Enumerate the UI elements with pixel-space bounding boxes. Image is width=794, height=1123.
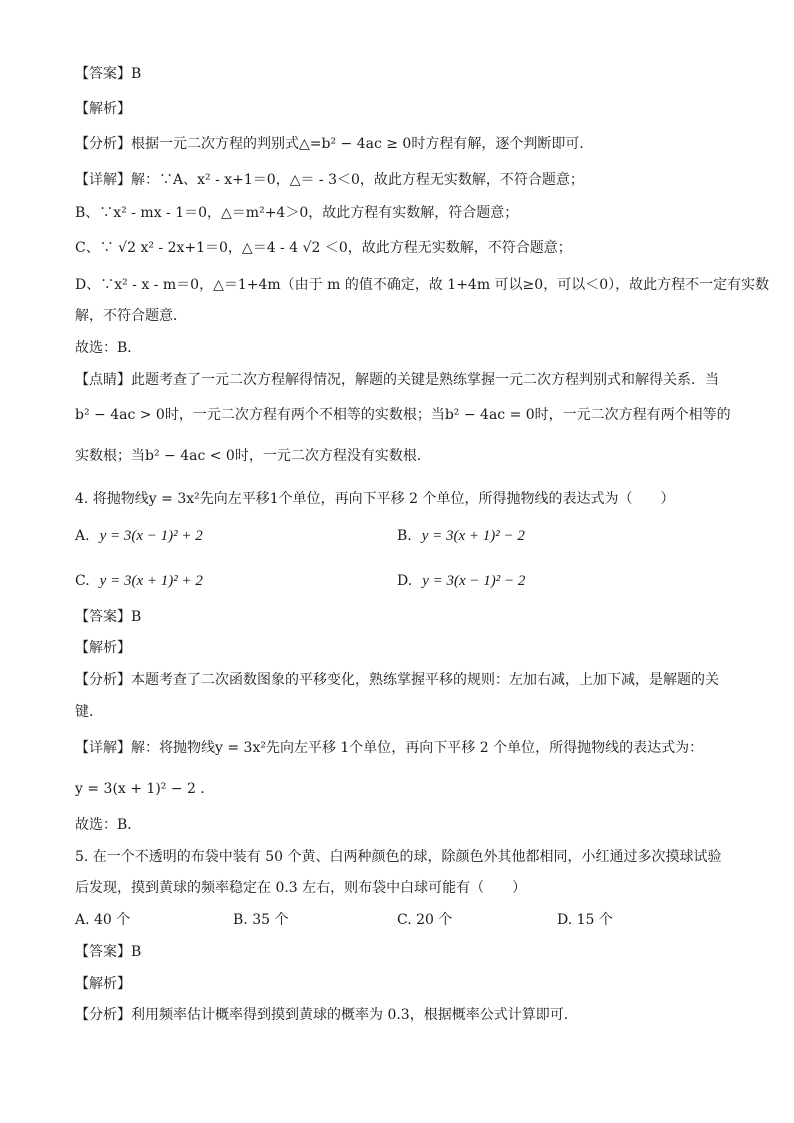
option-letter: C. bbox=[75, 573, 90, 589]
option-expression: y = 3(x + 1)² − 2 bbox=[421, 528, 525, 544]
q3-answer: 【答案】B bbox=[75, 66, 142, 82]
q5-stem-2: 后发现，摸到黄球的频率稳定在 0.3 左右，则布袋中白球可能有（ ） bbox=[75, 880, 527, 896]
q5-fenxi: 【分析】利用频率估计概率得到摸到黄球的概率为 0.3，根据概率公式计算即可． bbox=[75, 1007, 578, 1023]
q5-stem-1: 5. 在一个不透明的布袋中装有 50 个黄、白两种颜色的球，除颜色外其他都相同，小红通过多次摸球试验 bbox=[75, 849, 722, 865]
q5-option-a: A. 40 个 bbox=[75, 912, 131, 928]
q5-analysis-heading: 【解析】 bbox=[75, 976, 131, 992]
option-expression: y = 3(x + 1)² + 2 bbox=[99, 573, 203, 589]
q3-xiangjie-d1: D、∵x² - x - m＝0，△＝1+4m（由于 m 的值不确定，故 1+4m 可以≥0，可以＜0），故此方程不一定有实数 bbox=[75, 277, 770, 293]
q3-dianjing-2: b² − 4ac > 0时，一元二次方程有两个不相等的实数根；当b² − 4ac = 0时，一元二次方程有两个相等的 bbox=[75, 407, 731, 423]
q4-fenxi-2: 键． bbox=[75, 704, 103, 720]
q3-fenxi: 【分析】根据一元二次方程的判别式△=b² − 4ac ≥ 0时方程有解，逐个判断即可． bbox=[75, 136, 594, 152]
q3-analysis-heading: 【解析】 bbox=[75, 101, 131, 117]
q4-fenxi-1: 【分析】本题考查了二次函数图象的平移变化，熟练掌握平移的规则：左加右减，上加下减，是解题的关 bbox=[75, 672, 719, 688]
q4-option-d bbox=[397, 571, 525, 591]
option-letter: D. bbox=[397, 573, 413, 589]
q3-dianjing-3: 实数根；当b² − 4ac < 0时，一元二次方程没有实数根． bbox=[75, 448, 431, 464]
q5-option-b: B. 35 个 bbox=[233, 912, 289, 928]
q3-dianjing-1: 【点睛】此题考查了一元二次方程解得情况，解题的关键是熟练掌握一元二次方程判别式和解得关系．当 bbox=[75, 372, 719, 388]
q4-choose: 故选：B． bbox=[75, 817, 142, 833]
q5-option-d: D. 15 个 bbox=[557, 912, 613, 928]
q3-xiangjie-d2: 解，不符合题意． bbox=[75, 308, 187, 324]
q5-answer: 【答案】B bbox=[75, 944, 142, 960]
option-letter: A. bbox=[75, 528, 90, 544]
q4-analysis-heading: 【解析】 bbox=[75, 640, 131, 656]
q3-xiangjie-c: C、∵ √2 x² - 2x+1＝0，△＝4 - 4 √2 ＜0，故此方程无实数解，不符合题意； bbox=[75, 240, 572, 256]
q4-option-b bbox=[397, 526, 525, 546]
q4-xiangjie-1: 【详解】解：将抛物线y = 3x²先向左平移 1个单位，再向下平移 2 个单位，所得抛物线的表达式为： bbox=[75, 740, 704, 756]
option-expression: y = 3(x − 1)² + 2 bbox=[99, 528, 203, 544]
q4-answer: 【答案】B bbox=[75, 609, 142, 625]
q4-option-a bbox=[75, 526, 203, 546]
q3-xiangjie-b: B、∵x² - mx - 1＝0，△＝m²+4＞0，故此方程有实数解，符合题意； bbox=[75, 205, 519, 221]
q3-choose: 故选：B． bbox=[75, 340, 142, 356]
q4-xiangjie-2: y = 3(x + 1)² − 2 ． bbox=[75, 781, 215, 797]
q3-xiangjie-a: 【详解】解：∵A、x² - x+1＝0，△＝ - 3＜0，故此方程无实数解，不符合题意； bbox=[75, 172, 584, 188]
q4-stem: 4. 将抛物线y = 3x²先向左平移1个单位，再向下平移 2 个单位，所得抛物线的表达式为（ ） bbox=[75, 491, 675, 507]
q5-option-c: C. 20 个 bbox=[397, 912, 453, 928]
option-expression: y = 3(x − 1)² − 2 bbox=[422, 573, 526, 589]
q4-option-c bbox=[75, 571, 203, 591]
option-letter: B. bbox=[397, 528, 412, 544]
